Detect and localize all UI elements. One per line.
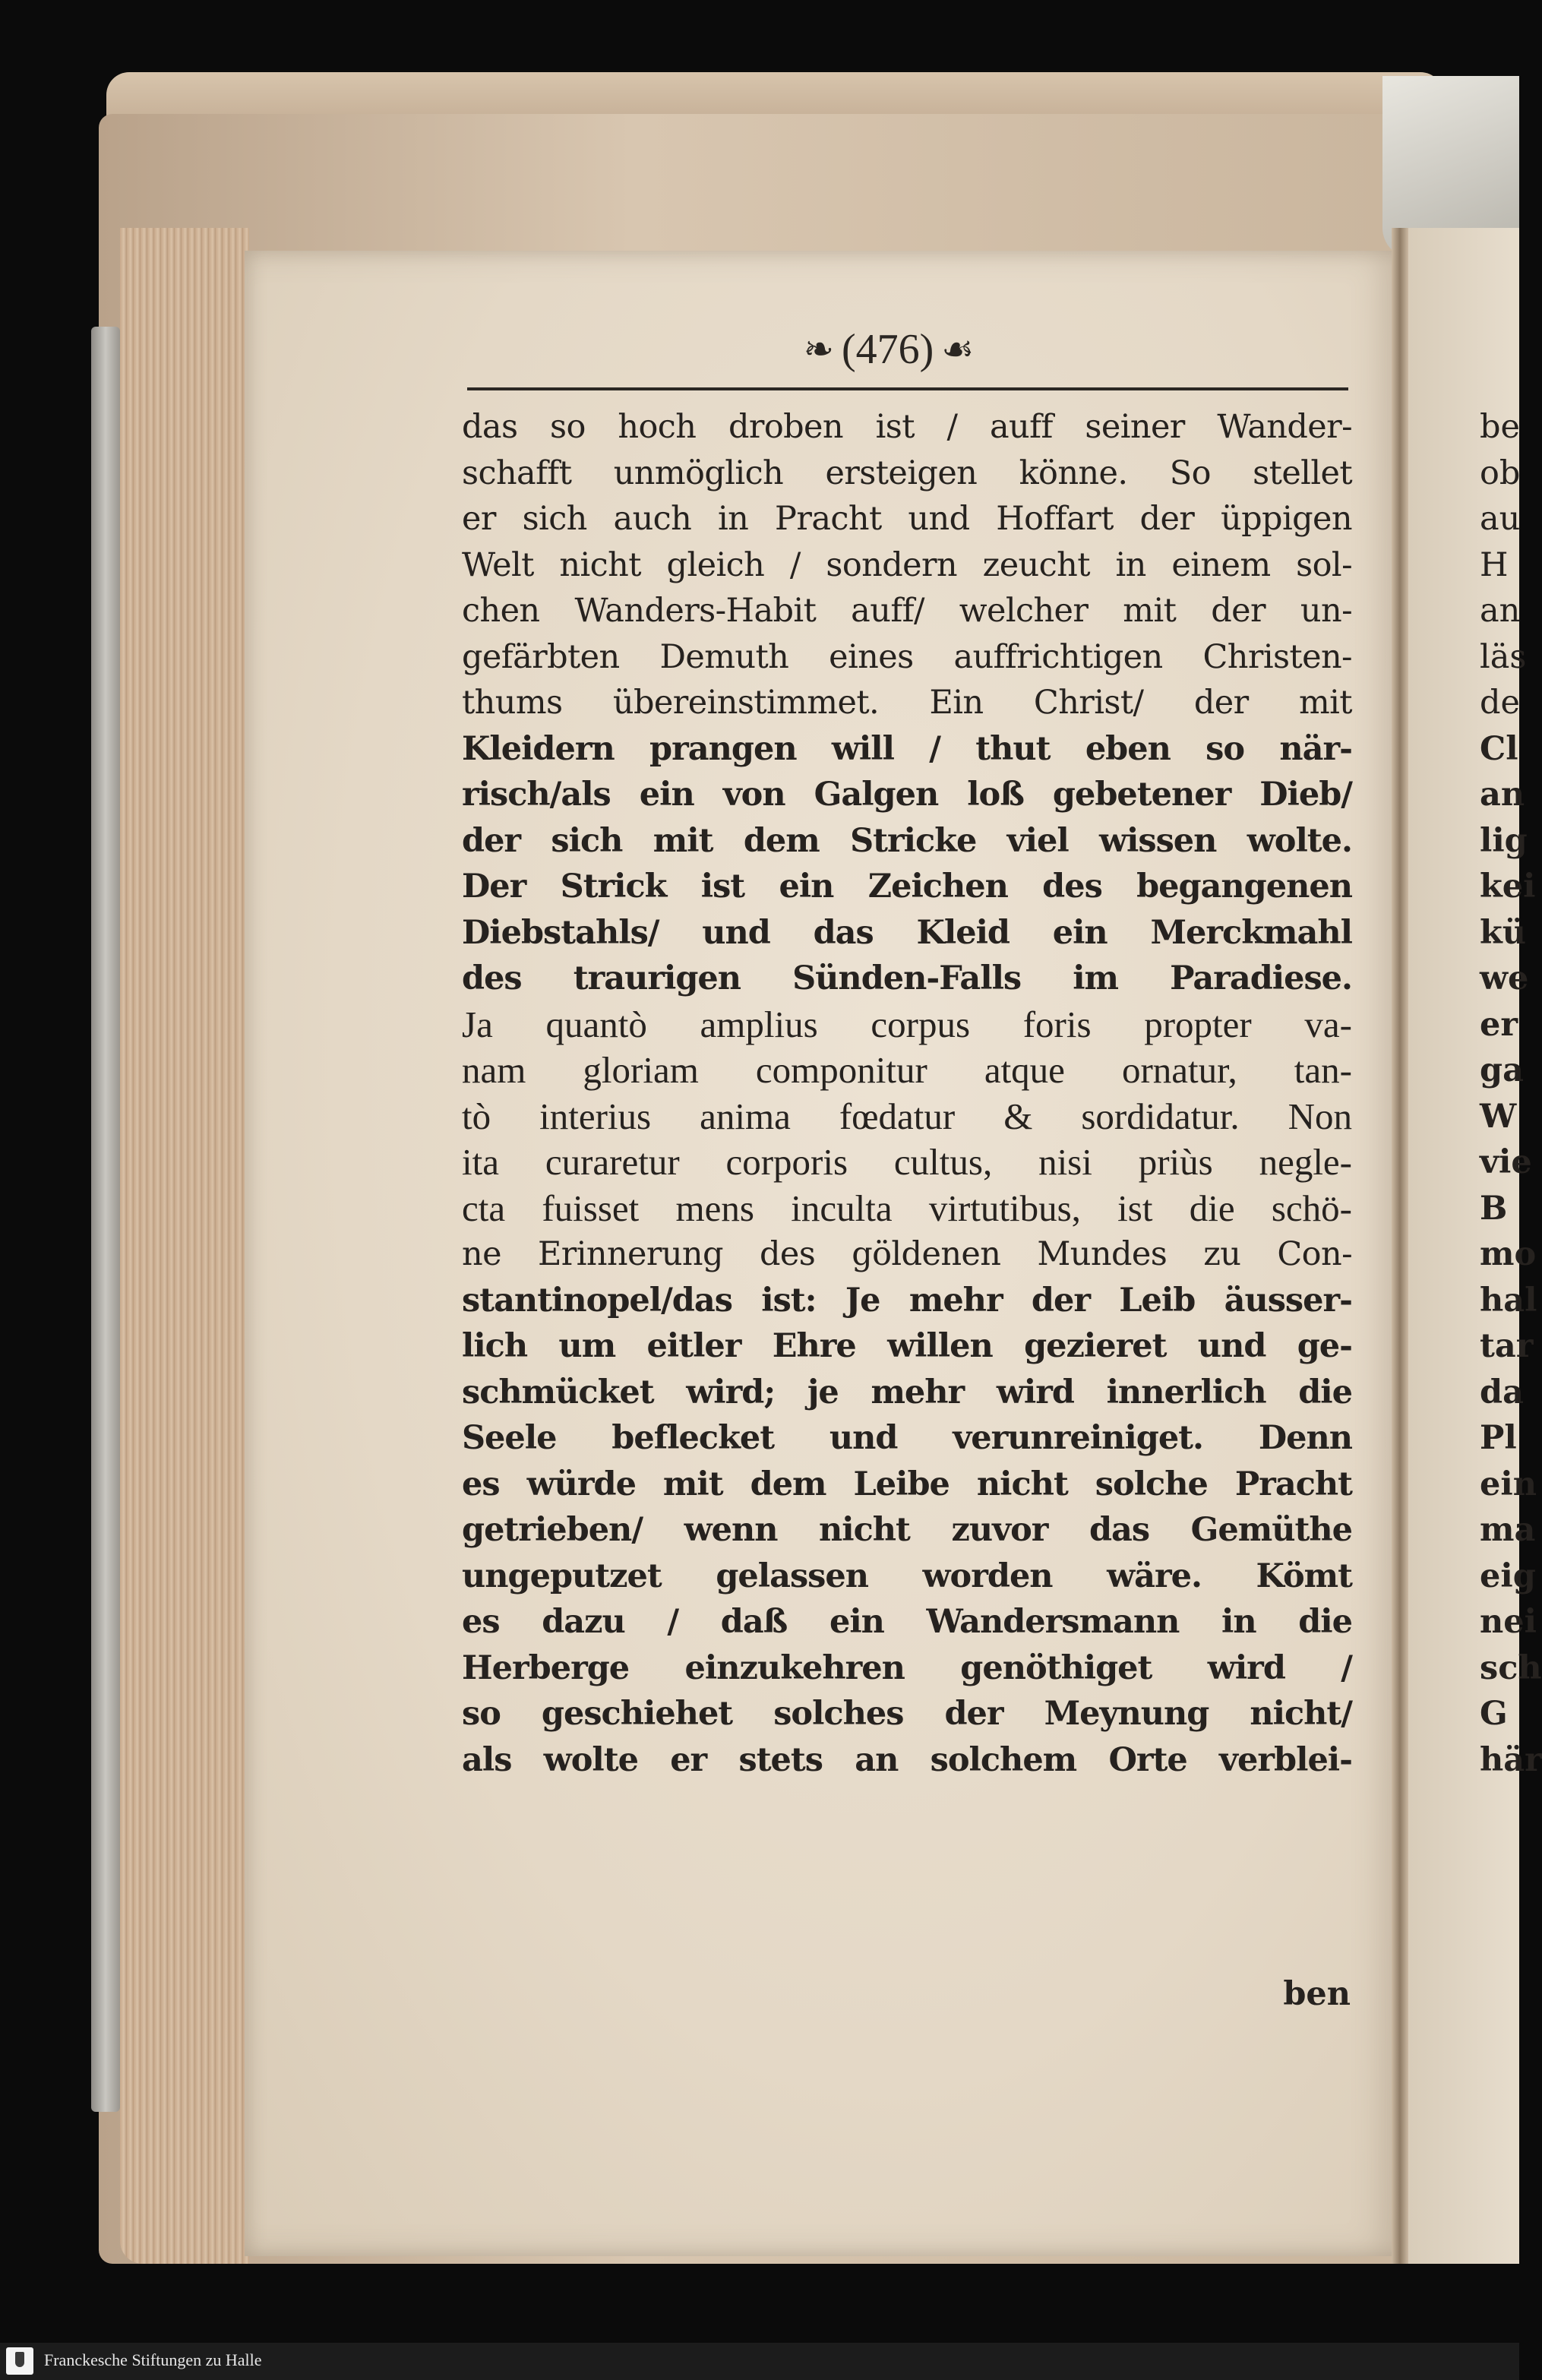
facing-fragment: vie [1480,1143,1532,1181]
facing-fragment: kei [1480,868,1536,906]
facing-fragment: ga [1480,1051,1524,1089]
text-line: cta fuisset mens inculta virtutibus, ist die schö- [462,1187,1352,1229]
text-line: ungeputzet gelassen worden wäre. Kömt [462,1557,1352,1595]
facing-fragment: an [1480,592,1521,630]
text-line: schafft unmöglich ersteigen könne. So stellet [462,454,1352,492]
text-line: Seele beflecket und verunreiniget. Denn [462,1419,1352,1457]
text-block [462,404,1352,1783]
facing-fragment: de [1480,684,1520,722]
text-line: es würde mit dem Leibe nicht solche Pracht [462,1465,1352,1503]
facing-fragment: mo [1480,1235,1537,1273]
facing-fragment: au [1480,500,1521,538]
facing-fragment: an [1480,776,1525,814]
text-line: als wolte er stets an solchem Orte verblei- [462,1740,1352,1779]
text-line: Ja quantò amplius corpus foris propter va- [462,1003,1352,1045]
text-line: risch/als ein von Galgen loß gebetener Dieb/ [462,776,1352,814]
facing-fragment: er [1480,1005,1518,1044]
text-line: der sich mit dem Stricke viel wissen wolte. [462,821,1352,860]
facing-fragment: ob [1480,454,1521,492]
text-line: schmücket wird; je mehr wird innerlich die [462,1373,1352,1411]
text-line: Herberge einzukehren genöthiget wird / [462,1648,1352,1687]
text-line: des traurigen Sünden-Falls im Paradiese. [462,959,1352,997]
text-line: Der Strick ist ein Zeichen des begangenen [462,868,1352,906]
cover-strip [91,327,120,2112]
facing-fragment: kü [1480,913,1527,952]
page-number: (476) [841,326,934,373]
facing-fragment: sch [1480,1648,1542,1687]
text-line: so geschiehet solches der Meynung nicht/ [462,1695,1352,1733]
facing-fragment: da [1480,1373,1524,1411]
catchword: ben [1283,1975,1351,2013]
text-line: stantinopel/das ist: Je mehr der Leib äusser- [462,1281,1352,1320]
text-line: lich um eitler Ehre willen gezieret und ge- [462,1327,1352,1365]
facing-fragment: W [1480,1097,1517,1136]
text-line: das so hoch droben ist / auff seiner Wander- [462,408,1352,446]
facing-page-text [1480,404,1542,1783]
facing-fragment: Cl [1480,729,1518,768]
institution-logo-icon [6,2347,33,2375]
header-rule [467,387,1348,390]
text-line: ne Erinnerung des göldenen Mundes zu Con- [462,1235,1352,1273]
facing-fragment: nei [1480,1603,1537,1641]
page-edges [120,228,249,2264]
facing-fragment: lig [1480,821,1528,860]
text-line: chen Wanders-Habit auff/ welcher mit der un- [462,592,1352,630]
text-line: getrieben/ wenn nicht zuvor das Gemüthe [462,1511,1352,1549]
text-line: es dazu / daß ein Wandersmann in die [462,1603,1352,1641]
ornament-left-icon: ❧ [803,330,834,370]
facing-fragment: B [1480,1189,1508,1228]
facing-fragment: we [1480,959,1529,997]
text-line: Kleidern prangen will / thut eben so när- [462,729,1352,768]
gutter [1392,228,1408,2264]
text-line: Diebstahls/ und das Kleid ein Merckmahl [462,913,1352,952]
facing-fragment: Pl [1480,1419,1517,1457]
text-line: tò interius anima fœdatur & sordidatur. Non [462,1095,1352,1137]
text-line: thums übereinstimmet. Ein Christ/ der mit [462,684,1352,722]
institution-name: Franckesche Stiftungen zu Halle [44,2350,262,2369]
facing-fragment: här [1480,1740,1542,1779]
page-header [767,319,1010,380]
ornament-right-icon: ☙ [941,330,975,370]
text-line: er sich auch in Pracht und Hoffart der üppigen [462,500,1352,538]
facing-fragment: G [1480,1695,1508,1733]
facing-fragment: tar [1480,1327,1534,1365]
facing-fragment: be [1480,408,1520,446]
text-line: Welt nicht gleich / sondern zeucht in einem sol- [462,545,1352,584]
text-line: nam gloriam componitur atque ornatur, tan- [462,1049,1352,1091]
facing-fragment: läs [1480,637,1527,676]
text-line: gefärbten Demuth eines auffrichtigen Christen- [462,637,1352,676]
facing-fragment: eig [1480,1557,1536,1595]
facing-fragment: ma [1480,1511,1536,1549]
facing-fragment: H [1480,545,1509,584]
facing-fragment: hal [1480,1281,1537,1320]
facing-fragment: ein [1480,1465,1537,1503]
text-line: ita curaretur corporis cultus, nisi priùs negle- [462,1141,1352,1183]
